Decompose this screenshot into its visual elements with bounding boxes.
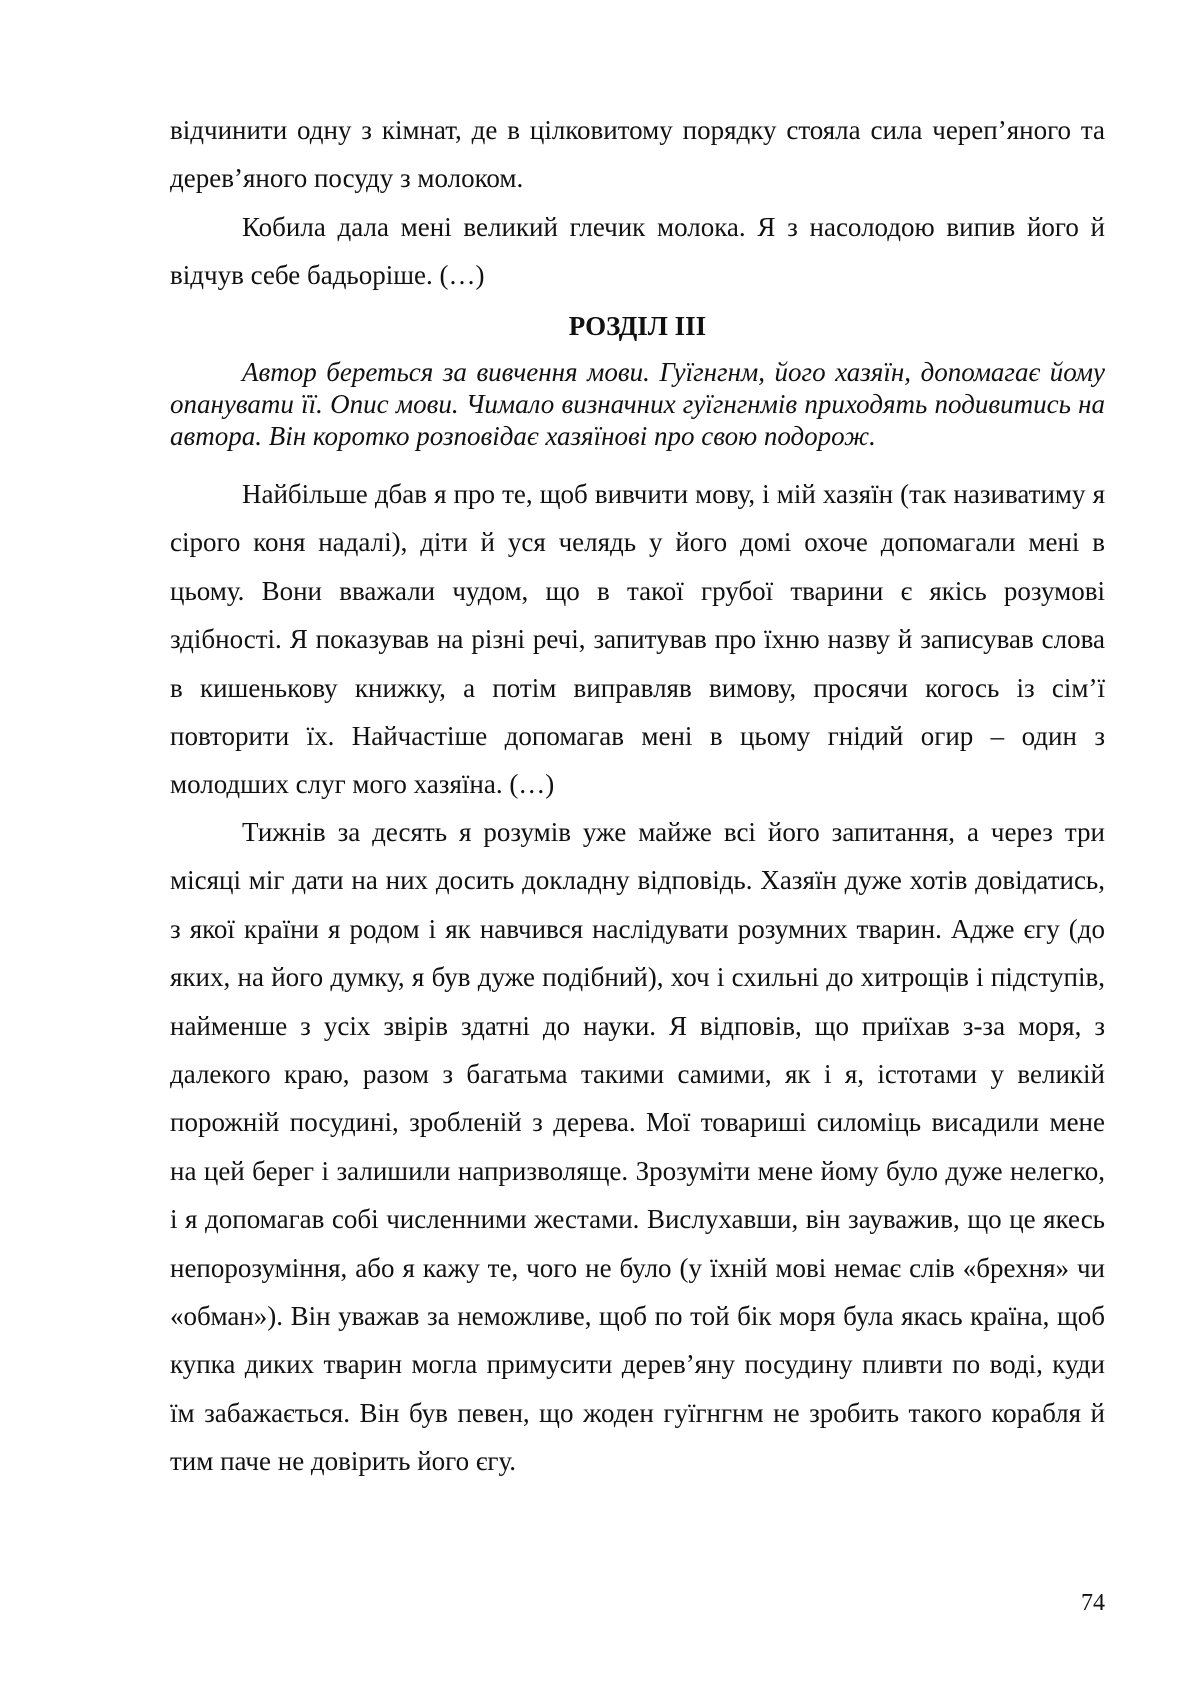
page-number: 74 [1081, 1590, 1105, 1616]
paragraph-mare-milk: Кобила дала мені великий глечик молока. Я з насолодою випив його й відчув себе бадьоріше. (…) [170, 212, 1105, 291]
paragraph-language-study: Найбільше дбав я про те, щоб вивчити мову, і мій хазяїн (так називатиму я сірого коня надалі), діти й уся челядь у його домі охоче допомагали мені в цьому. Вони вважали чудом, що в такої грубої тварини є якісь розумові здібності. Я показував на різні речі, запитував про їхню назву й записував слова в кишенькову книжку, а потім виправляв вимову, просячи когось із сім’ї повторити їх. Найчастіше допомагав мені в цьому гнідий огир – один з молодших слуг мого хазяїна. (…) [170, 479, 1105, 800]
paragraph-continuation: відчинити одну з кімнат, де в цілковитому порядку стояла сила череп’яного та дерев’яного посуду з молоком. [170, 115, 1105, 194]
paragraph-ten-weeks: Тижнів за десять я розумів уже майже всі його запитання, а через три місяці міг дати на них досить докладну відповідь. Хазяїн дуже хотів довідатись, з якої країни я родом і як навчився наслідувати розумних тварин. Адже єгу (до яких, на його думку, я був дуже подібний), хоч і схильні до хитрощів і підступів, найменше з усіх звірів здатні до науки. Я відповів, що приїхав з-за моря, з далекого краю, разом з багатьма такими самими, як і я, істотами у великій порожній посудині, зробленій з дерева. Мої товариші силоміць висадили мене на цей берег і залишили напризволяще. Зрозуміти мене йому було дуже нелегко, і я допомагав собі численними жестами. Вислухавши, він зауважив, що це якесь непорозуміння, або я кажу те, чого не було (у їхній мові немає слів «брехня» чи «обман»). Він уважав за неможливе, щоб по той бік моря була якась країна, щоб купка диких тварин могла примусити дерев’яну посудину пливти по воді, куди їм забажається. Він був певен, що жоден гуїгнгнм не зробить такого корабля й тим паче не довірить його єгу. [170, 817, 1105, 1477]
chapter-heading: РОЗДІЛ ІІІ [568, 311, 707, 341]
chapter-summary: Автор береться за вивчення мови. Гуїгнгнм, його хазяїн, допомагає йому опанувати її. Опис мови. Чимало визначних гуїгнгнмів приходять подивитись на автора. Він коротко розповідає хазяїнові про свою подорож. [170, 357, 1105, 451]
